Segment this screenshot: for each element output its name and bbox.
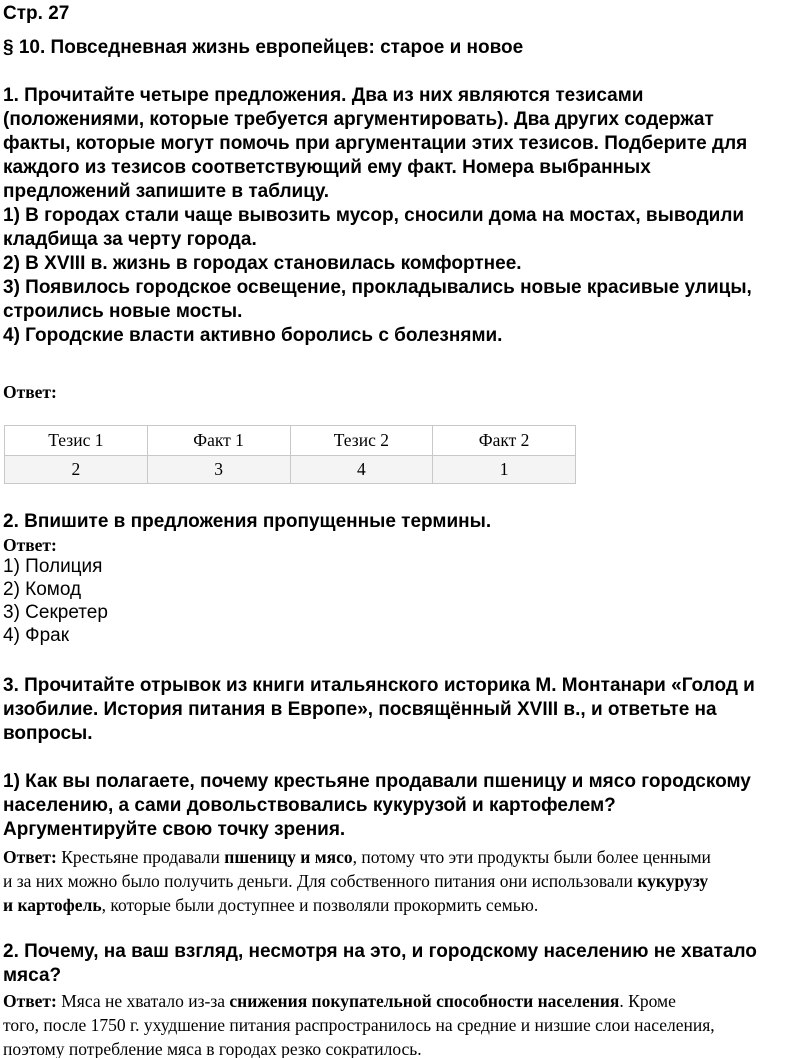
answer2-text: поэтому потребление мяса в городах резко сократилось. [3,1039,422,1058]
task2-term: 3) Секретер [3,602,108,623]
answer1-emphasis: кукурузу [637,871,709,891]
question2-line: 2. Почему, на ваш взгляд, несмотря на это, и городскому населению не хватало [3,941,757,962]
task1-line: (положениями, которые требуется аргументировать). Два других содержат [3,109,714,130]
answer-table-header: Факт 1 [147,426,290,456]
task2-term: 4) Фрак [3,625,70,646]
question2 [3,940,798,988]
task1-answer-label: Ответ: [3,382,57,402]
task1-line: строились новые мосты. [3,301,243,322]
answer1-emphasis: и картофель [3,895,102,915]
answer-table-cell: 4 [290,456,433,484]
task1-line: факты, которые могут помочь при аргументации этих тезисов. Подберите для [3,133,748,154]
task1-line: 1) В городах стали чаще вывозить мусор, сносили дома на мостах, выводили [3,205,745,226]
section-title: § 10. Повседневная жизнь европейцев: старое и новое [3,37,524,58]
answer1-text: , потому что эти продукты были более ценными [352,847,711,867]
question1-line: населению, а сами довольствовались кукурузой и картофелем? [3,795,616,816]
task3-text [3,674,798,746]
answer2-text: того, после 1750 г. ухудшение питания распространилось на средние и низшие слои населения, [3,1015,715,1035]
question1 [3,770,798,842]
question1-line: 1) Как вы полагаете, почему крестьяне продавали пшеницу и мясо городскому [3,771,751,792]
task1-line: кладбища за черту города. [3,229,257,250]
answer1 [3,845,798,917]
answer-table-header: Факт 2 [433,426,576,456]
page-label: Стр. 27 [3,3,70,24]
answer1-text: Крестьяне продавали [56,847,225,867]
task2-term: 2) Комод [3,579,82,600]
answer-table-header: Тезис 1 [5,426,148,456]
task1-line: 1. Прочитайте четыре предложения. Два из них являются тезисами [3,85,644,106]
question2-line: мяса? [3,965,62,986]
answer1-emphasis: пшеницу и мясо [224,847,353,867]
task2-terms-list [3,555,798,647]
task1-line: предложений запишите в таблицу. [3,181,330,202]
task3-line: вопросы. [3,723,93,744]
answer1-label: Ответ: [3,847,57,867]
answer-table-header: Тезис 2 [290,426,433,456]
answer1-text: , которые были доступнее и позволяли прокормить семью. [101,895,539,915]
answer-table-header-row [5,426,576,456]
answer2-label: Ответ: [3,991,57,1011]
answer2-text: . Кроме [619,991,676,1011]
answer2-emphasis: снижения покупательной способности населения [229,991,620,1011]
task3-line: 3. Прочитайте отрывок из книги итальянского историка М. Монтанари «Голод и [3,675,755,696]
answer-table-cell: 1 [433,456,576,484]
task2-term: 1) Полиция [3,556,103,577]
task1-line: 3) Появилось городское освещение, прокладывались новые красивые улицы, [3,277,752,298]
task1-text [3,84,798,348]
task2-title: 2. Впишите в предложения пропущенные термины. [3,511,492,532]
answer2-text: Мяса не хватало из-за [56,991,230,1011]
task1-line: 4) Городские власти активно боролись с болезнями. [3,325,503,346]
answer-table-cell: 2 [5,456,148,484]
task2-answer-label: Ответ: [3,535,57,555]
answer2 [3,989,798,1058]
task1-line: каждого из тезисов соответствующий ему факт. Номера выбранных [3,157,651,178]
answer-table-cell: 3 [147,456,290,484]
answer1-text: и за них можно было получить деньги. Для собственного питания они использовали [3,871,638,891]
question1-line: Аргументируйте свою точку зрения. [3,819,346,840]
task3-line: изобилие. История питания в Европе», посвящённый XVIII в., и ответьте на [3,699,717,720]
answer-table-value-row [5,456,576,484]
task1-line: 2) В XVIII в. жизнь в городах становилась комфортнее. [3,253,522,274]
answer-table [4,425,576,484]
